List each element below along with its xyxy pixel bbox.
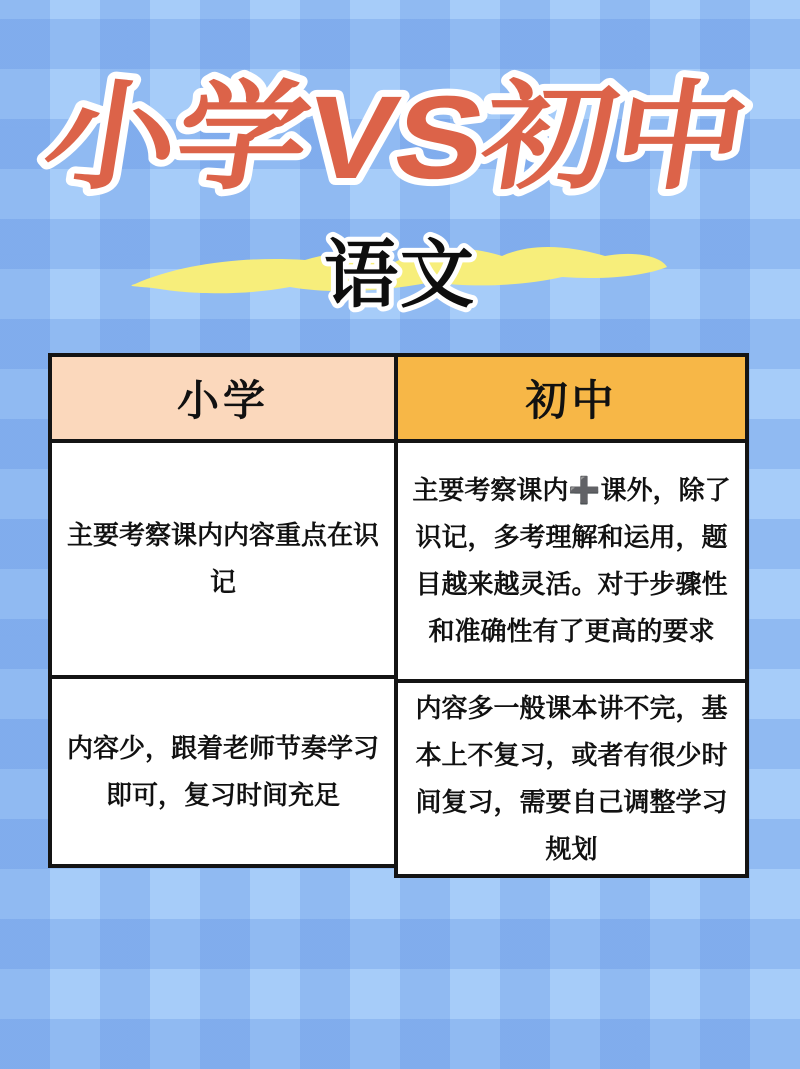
subject-title: 语文: [324, 233, 476, 316]
cell-junior-row1: 主要考察课内➕课外，除了识记，多考理解和运用，题目越来越灵活。对于步骤性和准确性有了更高的要求: [394, 439, 749, 683]
table-column-junior: [394, 353, 749, 878]
table-column-primary: [48, 353, 398, 868]
subject-banner: [0, 212, 800, 324]
cell-primary-row2: 内容少，跟着老师节奏学习即可，复习时间充足: [48, 675, 398, 868]
main-title: 小学VS初中: [35, 72, 686, 204]
header-cell-junior: 初中: [394, 353, 749, 443]
cell-junior-row2: 内容多一般课本讲不完，基本上不复习，或者有很少时间复习，需要自己调整学习规划: [394, 679, 749, 878]
cell-primary-row1: 主要考察课内内容重点在识记: [48, 439, 398, 679]
header-cell-primary: 小学: [48, 353, 398, 443]
main-title-graphic: [0, 38, 800, 213]
